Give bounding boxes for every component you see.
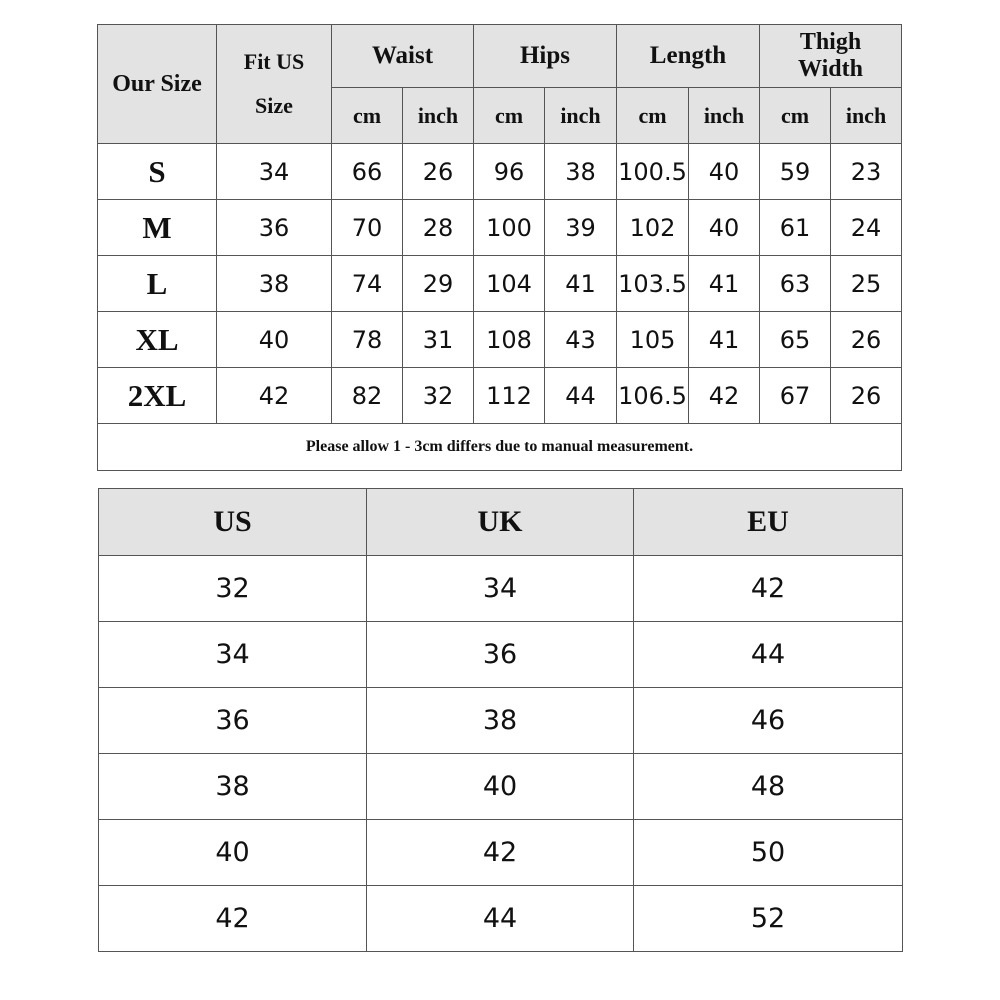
table-row bbox=[98, 144, 902, 200]
subheader-hips-cm: cm bbox=[474, 88, 545, 144]
eu-value: 48 bbox=[634, 754, 903, 820]
eu-value: 44 bbox=[634, 622, 903, 688]
hips-inch-value: 39 bbox=[545, 200, 617, 256]
hips-cm-value: 96 bbox=[474, 144, 545, 200]
us-value: 36 bbox=[99, 688, 367, 754]
hips-cm-value: 100 bbox=[474, 200, 545, 256]
uk-value: 42 bbox=[367, 820, 634, 886]
thigh-inch-value: 26 bbox=[831, 312, 902, 368]
length-cm-value: 106.5 bbox=[617, 368, 689, 424]
waist-cm-value: 74 bbox=[332, 256, 403, 312]
length-inch-value: 40 bbox=[689, 200, 760, 256]
uk-value: 38 bbox=[367, 688, 634, 754]
fit-us-value: 38 bbox=[217, 256, 332, 312]
header-fit-us-line1: Fit US bbox=[243, 49, 305, 74]
waist-inch-value: 31 bbox=[403, 312, 474, 368]
size-chart-table bbox=[97, 24, 902, 471]
table-row bbox=[99, 820, 903, 886]
thigh-cm-value: 65 bbox=[760, 312, 831, 368]
header-eu: EU bbox=[634, 489, 903, 556]
measurement-note: Please allow 1 - 3cm differs due to manual measurement. bbox=[98, 424, 902, 471]
hips-inch-value: 41 bbox=[545, 256, 617, 312]
fit-us-value: 34 bbox=[217, 144, 332, 200]
size-label: 2XL bbox=[98, 368, 217, 424]
length-cm-value: 100.5 bbox=[617, 144, 689, 200]
thigh-inch-value: 26 bbox=[831, 368, 902, 424]
waist-cm-value: 70 bbox=[332, 200, 403, 256]
hips-inch-value: 44 bbox=[545, 368, 617, 424]
size-label: XL bbox=[98, 312, 217, 368]
header-us: US bbox=[99, 489, 367, 556]
hips-inch-value: 38 bbox=[545, 144, 617, 200]
uk-value: 34 bbox=[367, 556, 634, 622]
header-our-size: Our Size bbox=[98, 25, 217, 144]
header-hips: Hips bbox=[474, 25, 617, 88]
waist-inch-value: 29 bbox=[403, 256, 474, 312]
length-inch-value: 40 bbox=[689, 144, 760, 200]
waist-cm-value: 66 bbox=[332, 144, 403, 200]
size-label: M bbox=[98, 200, 217, 256]
eu-value: 52 bbox=[634, 886, 903, 952]
hips-cm-value: 104 bbox=[474, 256, 545, 312]
eu-value: 42 bbox=[634, 556, 903, 622]
subheader-length-cm: cm bbox=[617, 88, 689, 144]
length-inch-value: 41 bbox=[689, 256, 760, 312]
size-label: L bbox=[98, 256, 217, 312]
hips-inch-value: 43 bbox=[545, 312, 617, 368]
length-cm-value: 105 bbox=[617, 312, 689, 368]
waist-inch-value: 28 bbox=[403, 200, 474, 256]
subheader-hips-inch: inch bbox=[545, 88, 617, 144]
waist-cm-value: 78 bbox=[332, 312, 403, 368]
length-cm-value: 102 bbox=[617, 200, 689, 256]
table-row bbox=[98, 256, 902, 312]
size-label: S bbox=[98, 144, 217, 200]
header-waist: Waist bbox=[332, 25, 474, 88]
uk-value: 40 bbox=[367, 754, 634, 820]
us-value: 32 bbox=[99, 556, 367, 622]
header-thigh-line1: Thigh bbox=[799, 29, 862, 55]
table-row bbox=[99, 556, 903, 622]
waist-cm-value: 82 bbox=[332, 368, 403, 424]
us-value: 42 bbox=[99, 886, 367, 952]
thigh-cm-value: 63 bbox=[760, 256, 831, 312]
table-row bbox=[99, 688, 903, 754]
thigh-inch-value: 24 bbox=[831, 200, 902, 256]
uk-value: 44 bbox=[367, 886, 634, 952]
size-conversion-table bbox=[98, 488, 903, 952]
us-value: 34 bbox=[99, 622, 367, 688]
table-row bbox=[99, 886, 903, 952]
length-inch-value: 41 bbox=[689, 312, 760, 368]
header-fit-us-size bbox=[217, 25, 332, 144]
table-row bbox=[99, 754, 903, 820]
length-cm-value: 103.5 bbox=[617, 256, 689, 312]
header-thigh-width bbox=[760, 25, 902, 88]
subheader-thigh-inch: inch bbox=[831, 88, 902, 144]
us-value: 38 bbox=[99, 754, 367, 820]
waist-inch-value: 26 bbox=[403, 144, 474, 200]
table-row bbox=[99, 622, 903, 688]
eu-value: 50 bbox=[634, 820, 903, 886]
subheader-length-inch: inch bbox=[689, 88, 760, 144]
thigh-cm-value: 61 bbox=[760, 200, 831, 256]
header-fit-us-line2: Size bbox=[255, 93, 293, 118]
thigh-cm-value: 59 bbox=[760, 144, 831, 200]
table-row bbox=[98, 312, 902, 368]
fit-us-value: 40 bbox=[217, 312, 332, 368]
thigh-inch-value: 25 bbox=[831, 256, 902, 312]
eu-value: 46 bbox=[634, 688, 903, 754]
length-inch-value: 42 bbox=[689, 368, 760, 424]
thigh-cm-value: 67 bbox=[760, 368, 831, 424]
uk-value: 36 bbox=[367, 622, 634, 688]
header-uk: UK bbox=[367, 489, 634, 556]
subheader-waist-inch: inch bbox=[403, 88, 474, 144]
us-value: 40 bbox=[99, 820, 367, 886]
header-length: Length bbox=[617, 25, 760, 88]
fit-us-value: 36 bbox=[217, 200, 332, 256]
fit-us-value: 42 bbox=[217, 368, 332, 424]
table-row bbox=[98, 200, 902, 256]
table-row bbox=[98, 368, 902, 424]
subheader-thigh-cm: cm bbox=[760, 88, 831, 144]
waist-inch-value: 32 bbox=[403, 368, 474, 424]
subheader-waist-cm: cm bbox=[332, 88, 403, 144]
hips-cm-value: 112 bbox=[474, 368, 545, 424]
hips-cm-value: 108 bbox=[474, 312, 545, 368]
header-thigh-line2: Width bbox=[798, 56, 863, 82]
thigh-inch-value: 23 bbox=[831, 144, 902, 200]
